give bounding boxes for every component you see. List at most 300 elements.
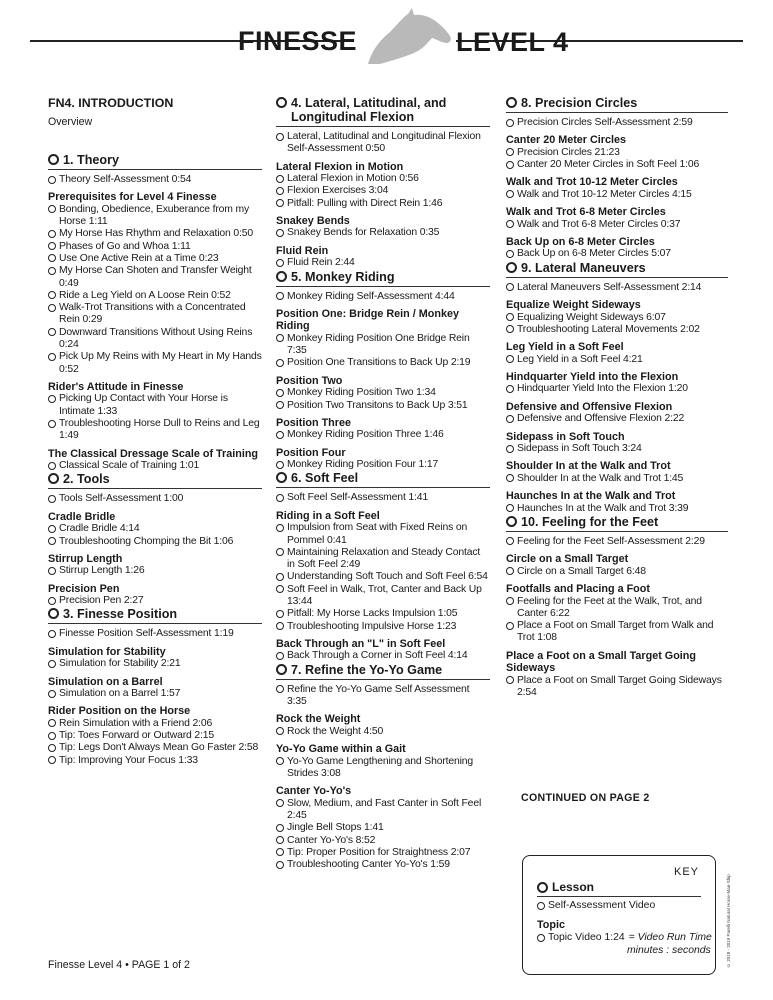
video-item — [506, 536, 728, 548]
video-circle-icon — [48, 242, 56, 250]
video-item — [48, 290, 262, 302]
video-label: Back Up on 6-8 Meter Circles 5:07 — [517, 248, 671, 260]
topic-heading: Canter Yo-Yo's — [276, 785, 352, 798]
video-item — [276, 173, 490, 185]
video-label: Position One Transitions to Back Up 2:19 — [287, 357, 471, 369]
copyright-note: © 2018 - 2019 Parelli Natural Horse-Man-Ship — [726, 874, 731, 968]
key-equals: = Video Run Time — [628, 932, 712, 943]
video-item — [506, 248, 728, 260]
lesson-label: 9. Lateral Maneuvers — [521, 260, 646, 275]
page-header — [0, 0, 773, 80]
header-title-left: FINESSE — [238, 26, 358, 56]
video-label: Tip: Legs Don't Always Mean Go Faster 2:58 — [59, 742, 259, 754]
lesson-circle-icon — [537, 882, 548, 893]
video-circle-icon — [48, 395, 56, 403]
lesson-circle-icon — [506, 516, 517, 527]
video-label: Cradle Bridle 4:14 — [59, 523, 140, 535]
video-circle-icon — [48, 254, 56, 262]
lesson-section — [506, 96, 728, 261]
video-circle-icon — [276, 431, 284, 439]
topic-heading: Defensive and Offensive Flexion — [506, 400, 673, 413]
video-item — [48, 628, 262, 640]
video-circle-icon — [48, 525, 56, 533]
video-circle-icon — [48, 230, 56, 238]
video-item — [276, 584, 490, 609]
topic-heading: Sidepass in Soft Touch — [506, 430, 625, 443]
video-circle-icon — [276, 359, 284, 367]
video-circle-icon — [276, 548, 284, 556]
video-circle-icon — [276, 461, 284, 469]
video-label: Refine the Yo-Yo Game Self Assessment 3:35 — [287, 683, 470, 708]
topic-heading: Simulation on a Barrel — [48, 675, 163, 688]
lesson-circle-icon — [506, 97, 517, 108]
video-item — [276, 835, 490, 847]
video-label: Understanding Soft Touch and Soft Feel 6:54 — [287, 571, 488, 583]
video-item — [48, 536, 262, 548]
lesson-circle-icon — [48, 154, 59, 165]
video-circle-icon — [506, 148, 514, 156]
video-circle-icon — [276, 727, 284, 735]
video-label: Slow, Medium, and Fast Canter in Soft Feel 2:45 — [287, 797, 482, 821]
key-video-label: Self-Assessment Video — [548, 900, 656, 911]
lesson-heading — [276, 663, 490, 680]
video-circle-icon — [276, 187, 284, 195]
video-item — [48, 204, 262, 229]
lesson-label: 3. Finesse Position — [63, 607, 178, 622]
video-circle-icon — [506, 474, 514, 482]
video-item — [276, 847, 490, 859]
video-circle-icon — [537, 934, 545, 942]
lesson-section — [276, 96, 490, 270]
video-item — [506, 189, 728, 201]
key-video — [537, 900, 655, 911]
video-item — [276, 859, 490, 871]
video-item — [276, 459, 490, 471]
video-circle-icon — [276, 799, 284, 807]
video-circle-icon — [276, 133, 284, 141]
video-circle-icon — [48, 462, 56, 470]
video-item — [506, 383, 728, 395]
topic-heading: Lateral Flexion in Motion — [276, 160, 404, 173]
video-item — [48, 241, 262, 253]
video-item — [48, 174, 262, 186]
lesson-section — [506, 515, 728, 699]
video-circle-icon — [48, 597, 56, 605]
video-label: Walk and Trot 10-12 Meter Circles 4:15 — [517, 188, 692, 200]
lesson-heading — [276, 270, 490, 287]
video-label: Picking Up Contact with Your Horse is Intimate 1:33 — [59, 393, 228, 417]
video-circle-icon — [506, 313, 514, 321]
topic-heading: Riding in a Soft Feel — [276, 509, 380, 522]
video-label: Feeling for the Feet at the Walk, Trot, and Canter 6:22 — [517, 595, 702, 619]
video-circle-icon — [276, 229, 284, 237]
lesson-label: 4. Lateral, Latitudinal, and Longitudinal Flexion — [291, 96, 447, 124]
video-circle-icon — [506, 250, 514, 258]
lesson-heading — [48, 607, 262, 624]
video-circle-icon — [276, 685, 284, 693]
video-item — [276, 227, 490, 239]
video-circle-icon — [506, 220, 514, 228]
video-label: Pick Up My Reins with My Heart in My Hands 0:52 — [59, 351, 262, 375]
video-circle-icon — [506, 190, 514, 198]
video-label: Simulation for Stability 2:21 — [59, 658, 181, 670]
video-label: Rock the Weight 4:50 — [287, 725, 384, 737]
video-label: My Horse Can Shoten and Transfer Weight 0:49 — [59, 265, 252, 289]
video-item — [276, 522, 490, 547]
key-legend — [522, 855, 716, 975]
video-label: Walk and Trot 6-8 Meter Circles 0:37 — [517, 218, 681, 230]
video-item — [48, 265, 262, 290]
key-lesson-label: Lesson — [552, 880, 595, 894]
video-circle-icon — [276, 622, 284, 630]
video-circle-icon — [276, 610, 284, 618]
topic-heading: Shoulder In at the Walk and Trot — [506, 460, 671, 473]
lesson-label: 7. Refine the Yo-Yo Game — [291, 662, 443, 677]
video-item — [276, 756, 490, 781]
video-circle-icon — [48, 744, 56, 752]
topic-heading: Walk and Trot 10-12 Meter Circles — [506, 176, 678, 189]
video-label: Troubleshooting Horse Dull to Reins and Leg 1:49 — [59, 418, 260, 442]
lesson-circle-icon — [276, 664, 287, 675]
video-circle-icon — [276, 824, 284, 832]
video-label: Feeling for the Feet Self-Assessment 2:29 — [517, 535, 705, 547]
video-item — [48, 658, 262, 670]
video-item — [276, 400, 490, 412]
topic-heading: Prerequisites for Level 4 Finesse — [48, 191, 217, 204]
video-label: Monkey Riding Position Four 1:17 — [287, 459, 439, 471]
video-circle-icon — [48, 176, 56, 184]
video-label: Downward Transitions Without Using Reins 0:24 — [59, 326, 253, 351]
lesson-label: 2. Tools — [63, 472, 110, 487]
topic-heading: Place a Foot on a Small Target Going Sideways — [506, 649, 696, 675]
lesson-circle-icon — [276, 97, 287, 108]
topic-heading: Leg Yield in a Soft Feel — [506, 341, 624, 354]
video-circle-icon — [48, 420, 56, 428]
video-circle-icon — [506, 119, 514, 127]
video-item — [506, 566, 728, 578]
video-circle-icon — [506, 676, 514, 684]
video-item — [276, 547, 490, 572]
video-item — [276, 684, 490, 709]
video-label: Equalizing Weight Sideways 6:07 — [517, 311, 666, 323]
topic-heading: Cradle Bridle — [48, 510, 116, 523]
lesson-heading — [506, 515, 728, 532]
topic-heading: Rock the Weight — [276, 713, 361, 726]
video-circle-icon — [276, 524, 284, 532]
video-item — [276, 198, 490, 210]
lesson-title — [506, 515, 728, 529]
video-item — [506, 620, 728, 645]
video-label: Impulsion from Seat with Fixed Reins on Pommel 0:41 — [287, 522, 468, 546]
video-circle-icon — [506, 415, 514, 423]
video-circle-icon — [506, 283, 514, 291]
video-item — [48, 228, 262, 240]
video-circle-icon — [506, 161, 514, 169]
video-item — [48, 718, 262, 730]
lesson-circle-icon — [506, 262, 517, 273]
video-circle-icon — [48, 756, 56, 764]
lesson-heading — [48, 472, 262, 489]
video-label: Circle on a Small Target 6:48 — [517, 565, 646, 577]
video-circle-icon — [276, 389, 284, 397]
video-label: Lateral Maneuvers Self-Assessment 2:14 — [517, 281, 702, 293]
video-item — [506, 219, 728, 231]
video-label: Tip: Proper Position for Straightness 2:07 — [287, 846, 471, 858]
video-item — [48, 393, 262, 418]
video-item — [506, 282, 728, 294]
video-label: Yo-Yo Game Lengthening and Shortening Strides 3:08 — [287, 755, 474, 779]
lesson-section — [48, 472, 262, 607]
column-3 — [506, 96, 728, 699]
video-circle-icon — [48, 495, 56, 503]
video-item — [506, 312, 728, 324]
video-label: Place a Foot on Small Target from Walk and Trot 1:08 — [517, 620, 714, 644]
topic-heading: Position Two — [276, 374, 343, 387]
video-circle-icon — [48, 267, 56, 275]
lesson-title — [506, 261, 728, 275]
video-label: Tip: Toes Forward or Outward 2:15 — [59, 730, 215, 742]
lesson-heading — [506, 96, 728, 113]
video-item — [276, 257, 490, 269]
video-label: Lateral Flexion in Motion 0:56 — [287, 173, 419, 185]
lesson-title — [48, 607, 262, 621]
video-item — [276, 650, 490, 662]
key-note: minutes : seconds — [627, 945, 711, 956]
video-label: Theory Self-Assessment 0:54 — [59, 174, 192, 185]
video-label: Pitfall: Pulling with Direct Rein 1:46 — [287, 197, 443, 209]
video-item — [48, 327, 262, 352]
video-item — [276, 357, 490, 369]
lesson-title — [506, 96, 728, 110]
lesson-title — [48, 472, 262, 486]
video-item — [506, 675, 728, 700]
video-label: Troubleshooting Canter Yo-Yo's 1:59 — [287, 859, 450, 871]
key-lesson — [537, 880, 701, 897]
video-circle-icon — [276, 861, 284, 869]
video-circle-icon — [276, 259, 284, 267]
topic-heading: Walk and Trot 6-8 Meter Circles — [506, 206, 666, 219]
video-item — [48, 523, 262, 535]
topic-heading: Hindquarter Yield into the Flexion — [506, 370, 679, 383]
page-footer: Finesse Level 4 • PAGE 1 of 2 — [48, 959, 190, 971]
video-label: Simulation on a Barrel 1:57 — [59, 688, 181, 700]
video-circle-icon — [48, 291, 56, 299]
video-item — [276, 608, 490, 620]
video-circle-icon — [276, 585, 284, 593]
video-item — [506, 443, 728, 455]
intro-subtitle: Overview — [48, 116, 93, 128]
video-label: Monkey Riding Position Three 1:46 — [287, 429, 444, 441]
video-item — [48, 595, 262, 607]
lesson-title — [276, 270, 490, 284]
topic-heading: Fluid Rein — [276, 244, 329, 257]
lesson-label: 10. Feeling for the Feet — [521, 514, 659, 529]
video-label: Leg Yield in a Soft Feel 4:21 — [517, 353, 643, 365]
lesson-title — [276, 663, 490, 677]
lesson-circle-icon — [48, 608, 59, 619]
horse-head-icon — [350, 6, 460, 66]
lesson-title — [48, 153, 262, 167]
lesson-section — [48, 607, 262, 767]
video-label: Hindquarter Yield Into the Flexion 1:20 — [517, 383, 688, 395]
video-label: Canter 20 Meter Circles in Soft Feel 1:06 — [517, 159, 700, 171]
video-item — [48, 460, 262, 472]
video-circle-icon — [48, 732, 56, 740]
topic-heading: Rider Position on the Horse — [48, 705, 191, 718]
video-circle-icon — [48, 567, 56, 575]
video-item — [48, 493, 262, 505]
video-label: Troubleshooting Impulsive Horse 1:23 — [287, 620, 457, 632]
intro-title: FN4. INTRODUCTION — [48, 96, 174, 110]
video-circle-icon — [276, 334, 284, 342]
video-label: Precision Circles Self-Assessment 2:59 — [517, 117, 693, 128]
video-circle-icon — [537, 902, 545, 910]
video-label: Monkey Riding Self-Assessment 4:44 — [287, 290, 455, 302]
header-title-right: LEVEL 4 — [456, 27, 569, 57]
video-label: Classical Scale of Training 1:01 — [59, 460, 200, 472]
topic-heading: Snakey Bends — [276, 214, 350, 227]
lesson-section — [276, 270, 490, 472]
lesson-label: 6. Soft Feel — [291, 471, 359, 486]
video-label: Precision Pen 2:27 — [59, 595, 144, 607]
key-topic-video — [537, 932, 712, 943]
video-item — [48, 253, 262, 265]
video-label: Position Two Transitons to Back Up 3:51 — [287, 399, 468, 411]
topic-heading: Yo-Yo Game within a Gait — [276, 743, 406, 756]
video-item — [506, 473, 728, 485]
video-circle-icon — [506, 355, 514, 363]
video-item — [506, 413, 728, 425]
video-circle-icon — [276, 573, 284, 581]
video-item — [48, 755, 262, 767]
lesson-section — [276, 471, 490, 662]
video-circle-icon — [506, 597, 514, 605]
key-topic: Topic — [537, 919, 565, 931]
topic-heading: Equalize Weight Sideways — [506, 299, 641, 312]
video-item — [506, 503, 728, 515]
video-circle-icon — [506, 445, 514, 453]
video-item — [48, 565, 262, 577]
video-item — [276, 387, 490, 399]
lesson-heading — [48, 153, 262, 170]
video-circle-icon — [276, 836, 284, 844]
video-label: Shoulder In at the Walk and Trot 1:45 — [517, 472, 684, 484]
topic-heading: Back Up on 6-8 Meter Circles — [506, 235, 655, 248]
lesson-circle-icon — [276, 472, 287, 483]
video-circle-icon — [506, 567, 514, 575]
video-label: Use One Active Rein at a Time 0:23 — [59, 252, 219, 264]
video-item — [276, 571, 490, 583]
video-label: Tools Self-Assessment 1:00 — [59, 493, 184, 505]
video-circle-icon — [48, 537, 56, 545]
video-label: Lateral, Latitudinal and Longitudinal Flexion Self-Assessment 0:50 — [287, 131, 481, 155]
video-label: Place a Foot on Small Target Going Sideways 2:54 — [517, 674, 722, 699]
video-label: Monkey Riding Position One Bridge Rein 7:35 — [287, 332, 470, 357]
continued-note: CONTINUED ON PAGE 2 — [521, 792, 650, 804]
video-label: Pitfall: My Horse Lacks Impulsion 1:05 — [287, 608, 458, 620]
video-label: Fluid Rein 2:44 — [287, 257, 355, 269]
video-label: Precision Circles 21:23 — [517, 146, 620, 158]
video-label: Bonding, Obedience, Exuberance from my Horse 1:11 — [59, 203, 250, 228]
video-label: Finesse Position Self-Assessment 1:19 — [59, 628, 234, 640]
video-item — [276, 492, 490, 504]
video-item — [276, 429, 490, 441]
video-label: Back Through a Corner in Soft Feel 4:14 — [287, 650, 468, 662]
video-circle-icon — [276, 848, 284, 856]
video-item — [276, 822, 490, 834]
lesson-section — [276, 663, 490, 872]
video-circle-icon — [48, 205, 56, 213]
video-circle-icon — [276, 494, 284, 502]
video-label: Walk-Trot Transitions with a Concentrated Rein 0:29 — [59, 302, 246, 326]
video-label: Ride a Leg Yield on A Loose Rein 0:52 — [59, 289, 231, 301]
video-circle-icon — [48, 353, 56, 361]
video-circle-icon — [506, 385, 514, 393]
video-label: Canter Yo-Yo's 8:52 — [287, 834, 376, 846]
video-label: Flexion Exercises 3:04 — [287, 185, 389, 197]
topic-heading: Position Four — [276, 446, 346, 459]
video-item — [506, 117, 728, 129]
key-topic-video-label: Topic Video 1:24 — [548, 932, 625, 943]
video-label: Haunches In at the Walk and Trot 3:39 — [517, 502, 689, 514]
video-circle-icon — [276, 199, 284, 207]
video-label: Maintaining Relaxation and Steady Contact in Soft Feel 2:49 — [287, 546, 481, 571]
video-item — [506, 596, 728, 621]
video-item — [276, 333, 490, 358]
video-circle-icon — [48, 719, 56, 727]
lesson-section — [48, 153, 262, 472]
video-item — [276, 621, 490, 633]
video-label: Troubleshooting Lateral Movements 2:02 — [517, 323, 700, 335]
video-circle-icon — [48, 328, 56, 336]
lesson-heading — [276, 471, 490, 488]
lesson-circle-icon — [276, 271, 287, 282]
video-item — [276, 726, 490, 738]
topic-heading: Haunches In at the Walk and Trot — [506, 490, 676, 503]
video-circle-icon — [48, 660, 56, 668]
topic-heading: Simulation for Stability — [48, 645, 166, 658]
video-label: Defensive and Offensive Flexion 2:22 — [517, 413, 685, 425]
video-circle-icon — [506, 504, 514, 512]
topic-heading: Position Three — [276, 416, 351, 429]
video-item — [48, 742, 262, 754]
video-item — [506, 324, 728, 336]
lesson-title — [276, 471, 490, 485]
topic-heading: Rider's Attitude in Finesse — [48, 380, 184, 393]
video-item — [276, 291, 490, 303]
topic-heading: Circle on a Small Target — [506, 553, 629, 566]
topic-heading: Stirrup Length — [48, 552, 123, 565]
video-item — [276, 798, 490, 823]
video-circle-icon — [506, 622, 514, 630]
video-label: Stirrup Length 1:26 — [59, 565, 145, 577]
video-item — [48, 302, 262, 327]
video-label: Sidepass in Soft Touch 3:24 — [517, 443, 642, 455]
video-label: Soft Feel Self-Assessment 1:41 — [287, 492, 429, 504]
video-circle-icon — [506, 325, 514, 333]
video-item — [506, 354, 728, 366]
lesson-heading — [506, 261, 728, 278]
topic-heading: Back Through an "L" in Soft Feel — [276, 637, 446, 650]
column-1 — [48, 96, 262, 767]
lesson-title — [276, 96, 490, 124]
video-circle-icon — [506, 537, 514, 545]
video-label: Tip: Improving Your Focus 1:33 — [59, 754, 198, 766]
video-item — [276, 131, 490, 156]
video-item — [48, 688, 262, 700]
topic-heading: Position One: Bridge Rein / Monkey Riding — [276, 307, 459, 333]
video-label: Troubleshooting Chomping the Bit 1:06 — [59, 535, 234, 547]
